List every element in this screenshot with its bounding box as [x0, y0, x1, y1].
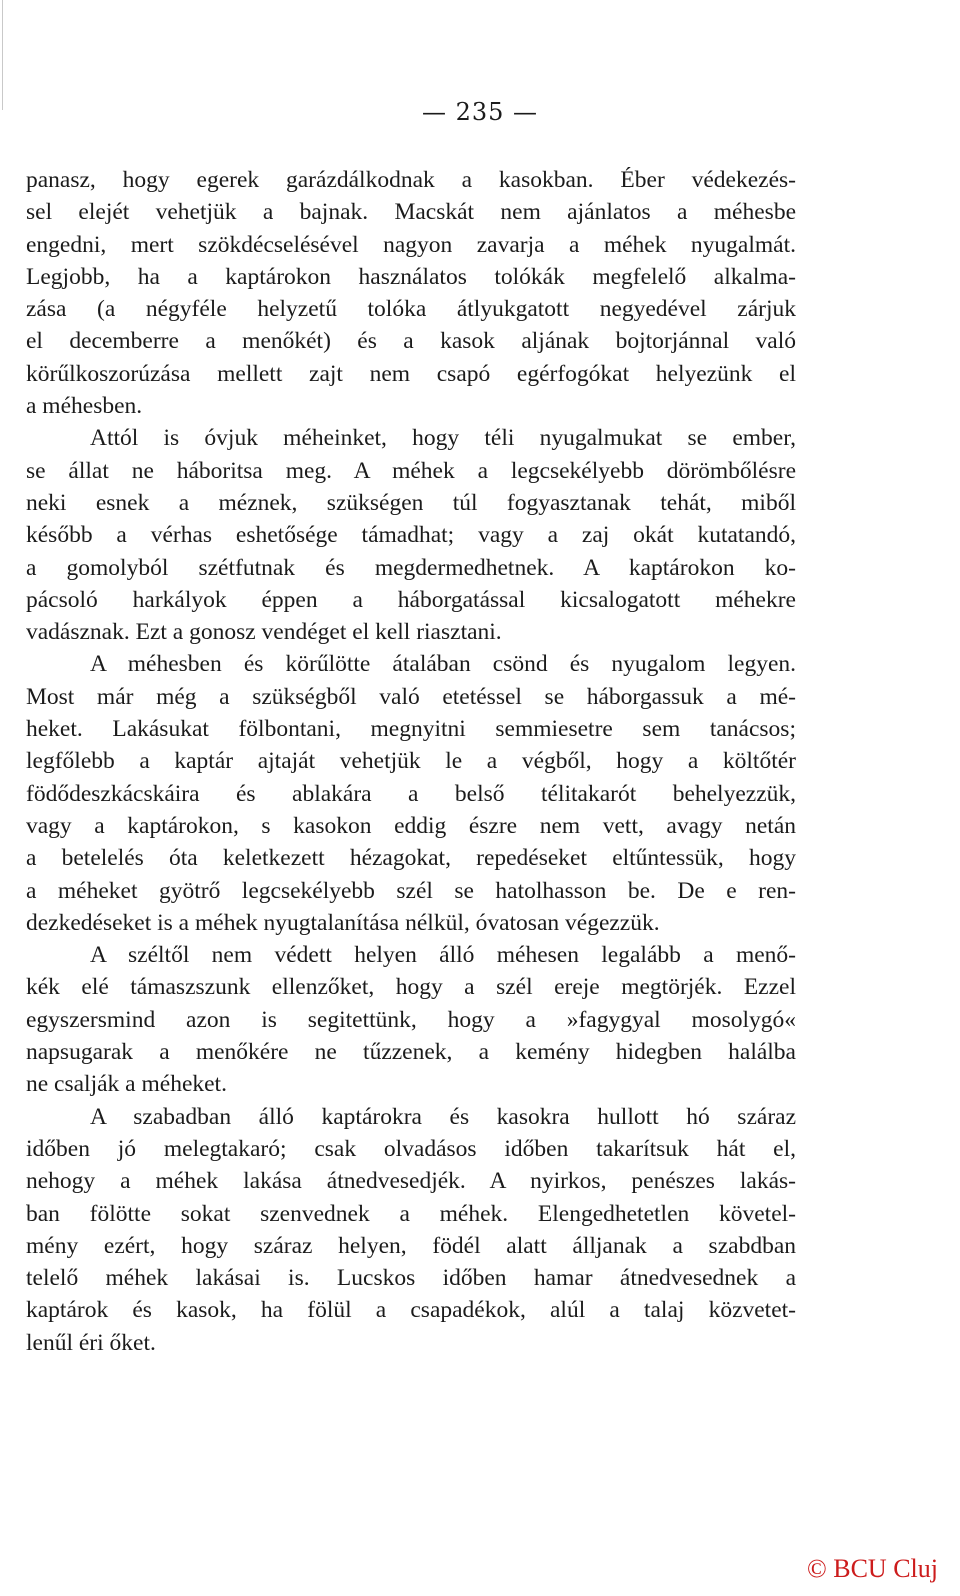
text-line: kaptárok és kasok, ha fölül a csapadékok, alúl a talaj közvetet- — [26, 1297, 796, 1324]
watermark: © BCU Cluj — [806, 1554, 938, 1583]
text-line: Most már még a szükségből való etetéssel se háborgassuk a mé- — [26, 683, 796, 710]
text-line: a betelelés óta keletkezett hézagokat, repedéseket eltűntessük, hogy — [26, 845, 796, 872]
text-line: később a vérhas eshetősége támadhat; vagy a zaj okát kutatandó, — [26, 522, 796, 549]
text-line: mény ezért, hogy száraz helyen, födél alatt álljanak a szabdban — [26, 1232, 796, 1259]
text-line: telelő méhek lakásai is. Lucskos időben hamar átnedvesednek a — [26, 1265, 796, 1292]
text-line: a gomolyból szétfutnak és megdermedhetnek. A kaptárokon ko- — [26, 554, 796, 581]
text-line: engedni, mert szökdécselésével nagyon zavarja a méhek nyugalmát. — [26, 231, 796, 258]
paragraph — [26, 1101, 796, 1359]
page-number: — 235 — — [421, 98, 539, 126]
text-line: neki esnek a méznek, szükségen túl fogyasztanak tehát, miből — [26, 489, 796, 516]
text-line: egyszersmind azon is segitettünk, hogy a »fagygyal mosolygó« — [26, 1006, 796, 1033]
text-line: lenűl éri őket. — [26, 1329, 156, 1356]
text-line: A méhesben és körűlötte átalában csönd és nyugalom legyen. — [90, 651, 796, 678]
text-line: időben jó melegtakaró; csak olvadásos időben takarítsuk hát el, — [26, 1135, 796, 1162]
text-line: Attól is óvjuk méheinket, hogy téli nyugalmukat se ember, — [90, 425, 796, 452]
text-line: vadásznak. Ezt a gonosz vendéget el kell riasztani. — [26, 619, 502, 646]
text-line: pácsoló harkályok éppen a háborgatással kicsalogatott méhekre — [26, 586, 796, 613]
text-line: se állat ne háboritsa meg. A méhek a legcsekélyebb dörömbőlésre — [26, 457, 796, 484]
text-line: Legjobb, ha a kaptárokon használatos tolókák megfelelő alkalma- — [26, 263, 796, 290]
text-line: kék elé támaszszunk ellenzőket, hogy a szél ereje megtörjék. Ezzel — [26, 974, 796, 1001]
text-line: födődeszkácskáira és ablakára a belső télitakarót behelyezzük, — [26, 780, 796, 807]
text-line: legfőlebb a kaptár ajtaját vehetjük le a végből, hogy a költőtér — [26, 748, 796, 775]
text-line: ne csalják a méheket. — [26, 1071, 227, 1098]
body-text — [26, 164, 796, 1359]
text-line: panasz, hogy egerek garázdálkodnak a kasokban. Éber védekezés- — [26, 167, 796, 193]
text-line: zása (a négyféle helyzetű tolóka átlyukgatott negyedével zárjuk — [26, 296, 796, 323]
text-line: napsugarak a menőkére ne tűzzenek, a kemény hidegben halálba — [26, 1039, 796, 1066]
text-line: A széltől nem védett helyen álló méhesen legalább a menő- — [90, 942, 796, 969]
text-line: ban fölötte sokat szenvednek a méhek. Elengedhetetlen követel- — [26, 1200, 796, 1227]
text-line: sel elejét vehetjük a bajnak. Macskát nem ajánlatos a méhesbe — [26, 199, 796, 226]
text-line: körűlkoszorúzása mellett zajt nem csapó egérfogókat helyezünk el — [26, 360, 796, 387]
paragraph — [26, 164, 796, 422]
text-line: A szabadban álló kaptárokra és kasokra hullott hó száraz — [90, 1103, 796, 1130]
text-line: a méheket gyötrő legcsekélyebb szél se hatolhasson be. De e ren- — [26, 877, 796, 904]
scan-edge-mark — [2, 0, 3, 110]
paragraph — [26, 648, 796, 939]
text-line: vagy a kaptárokon, s kasokon eddig észre nem vett, avagy netán — [26, 812, 796, 839]
text-line: a méhesben. — [26, 393, 143, 420]
text-line: heket. Lakásukat fölbontani, megnyitni semmiesetre sem tanácsos; — [26, 716, 796, 743]
text-line: el decemberre a menőkét) és a kasok aljának bojtorjánnal való — [26, 328, 796, 355]
text-line: dezkedéseket is a méhek nyugtalanítása nélkül, óvatosan végezzük. — [26, 909, 660, 936]
paragraph — [26, 939, 796, 1100]
paragraph — [26, 422, 796, 648]
text-line: nehogy a méhek lakása átnedvesedjék. A nyirkos, penészes lakás- — [26, 1168, 796, 1195]
